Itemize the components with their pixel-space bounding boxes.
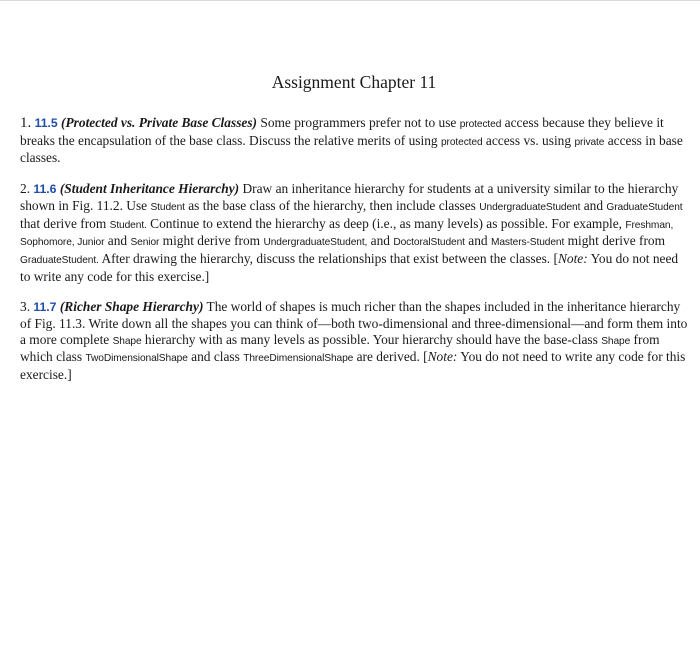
code-term: private [574,136,605,148]
code-term: UndergraduateStudent, [263,237,368,249]
exercise-title: (Student Inheritance Hierarchy) [59,181,240,197]
body-text: from which class [20,331,660,365]
code-term: Student [150,201,185,213]
body-text: and [370,233,390,249]
body-text: Some programmers prefer not to use [260,115,457,130]
note-label: Note: [427,349,458,365]
body-text: access because they believe it breaks the encapsulation of the base class. Discuss the relative merits of using [20,115,664,148]
exercise-code: 11.6 [33,182,57,197]
body-text: The world of shapes is much richer than the shapes included in the inheritance hierarchy of Fig. 11.3. Write down all the shapes you can think of—both two-dimensional and three-dimensional—and form them into a more complete [20,299,688,347]
body-text: and class [191,349,240,365]
question-2 [20,181,688,284]
code-term: UndergraduateStudent [479,201,581,213]
code-term: Masters-Student [490,237,565,249]
body-text: and [583,197,604,213]
body-text: After drawing the hierarchy, discuss the relationships that exist between the classes. [ [101,250,558,266]
note-label: Note: [557,250,588,266]
code-term: DoctoralStudent [393,237,465,249]
body-text: hierarchy with as many levels as possible. Your hierarchy should have the base-class [144,331,598,347]
exercise-code: 11.7 [33,300,57,315]
body-text: as the base class of the hierarchy, then include classes [188,197,476,213]
question-number: 1. [20,115,32,131]
body-text: that derive from [20,215,107,231]
body-text: Continue to extend the hierarchy as deep (i.e., as many levels) as possible. For example, [150,215,623,231]
body-text: and [107,233,128,249]
code-term: protected [459,119,502,130]
exercise-title: (Richer Shape Hierarchy) [59,299,204,315]
body-text: You do not need to write any code for this exercise.] [20,250,679,284]
question-3 [20,299,688,383]
code-term: Shape [601,335,631,347]
body-text: You do not need to write any code for this exercise.] [20,349,686,383]
page-title: Assignment Chapter 11 [271,72,437,92]
top-divider [0,0,700,1]
exercise-code: 11.5 [34,116,58,130]
code-term: GraduateStudent [606,201,683,213]
code-term: Shape [112,335,142,347]
exercise-title: (Protected vs. Private Base Classes) [61,115,258,130]
code-term: ThreeDimensionalShape [243,353,354,365]
body-text: might derive from [567,233,666,249]
document-page [20,72,688,398]
body-text: access vs. using [485,132,572,148]
question-number: 3. [20,299,31,315]
question-number: 2. [20,181,31,197]
code-term: TwoDimensionalShape [85,353,188,365]
body-text: and [468,233,488,249]
code-term: GraduateStudent. [20,254,99,266]
body-text: access in base classes. [20,132,683,166]
code-term: Senior [130,237,160,249]
body-text: might derive from [162,233,261,249]
code-term: protected [440,136,483,148]
body-text: Draw an inheritance hierarchy for students at a university similar to the hierarchy shown in Fig. 11.2. Use [20,181,679,213]
code-term: Student. [109,219,147,231]
question-1 [20,115,688,166]
code-term: Freshman, Sophomore, Junior [20,219,674,249]
body-text: are derived. [ [356,349,428,365]
